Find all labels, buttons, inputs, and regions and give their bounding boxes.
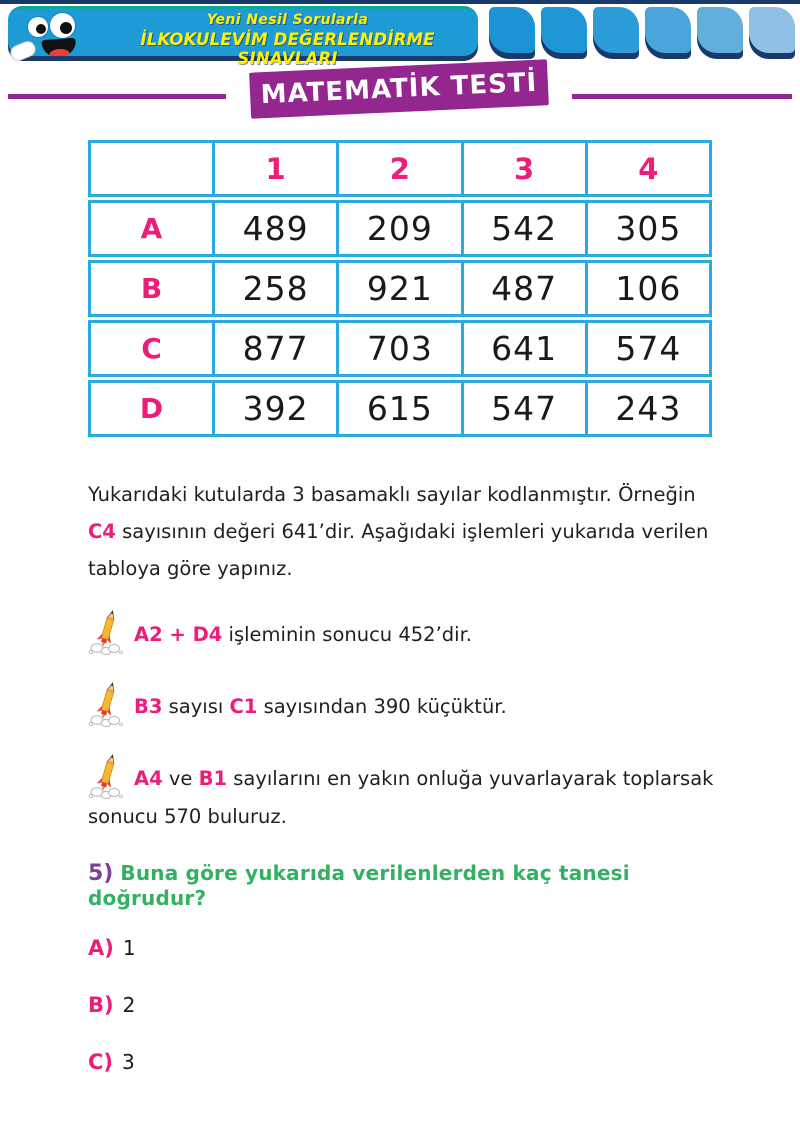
row-label: B	[140, 272, 163, 305]
statement-code: C1	[229, 695, 258, 718]
statement-text: ve	[162, 767, 199, 790]
pencil-rocket-icon	[88, 681, 124, 727]
table-cell	[585, 383, 709, 434]
statement-text: sayısı	[162, 695, 230, 718]
header-text	[103, 12, 472, 68]
option-value: 1	[122, 936, 136, 960]
table-header-cell	[336, 143, 460, 194]
table-cell	[585, 323, 709, 374]
cell-value: 489	[242, 209, 309, 248]
option-letter: C)	[88, 1050, 114, 1074]
column-header: 2	[389, 151, 410, 186]
column-header: 3	[514, 151, 535, 186]
test-title: MATEMATİK TESTİ	[260, 67, 538, 111]
decor-square-1	[489, 7, 535, 53]
statement-text: sayısından 390 küçüktür.	[257, 695, 507, 718]
table-row-b	[88, 260, 712, 317]
decor-square-4	[645, 7, 691, 53]
intro-paragraph	[88, 476, 720, 587]
table-cell	[336, 323, 460, 374]
statement-text: işleminin sonucu 452’dir.	[222, 623, 473, 646]
decor-square-5	[697, 7, 743, 53]
statement-list	[88, 609, 720, 835]
top-border-bar	[0, 0, 800, 4]
cell-value: 258	[242, 269, 309, 308]
table-cell	[461, 263, 585, 314]
cell-value: 106	[615, 269, 682, 308]
column-header: 1	[265, 151, 286, 186]
question-number: 5)	[88, 861, 114, 886]
statement-2	[88, 681, 720, 727]
statement-code: A4	[134, 767, 163, 790]
table-cell	[585, 203, 709, 254]
statement-code: A2 + D4	[134, 623, 223, 646]
banner-right-line	[572, 94, 792, 99]
header-banner	[8, 6, 478, 68]
table-cell	[212, 383, 336, 434]
statement-3	[88, 753, 720, 835]
table-row-a	[88, 200, 712, 257]
option-b[interactable]	[88, 993, 720, 1017]
table-row-c	[88, 320, 712, 377]
option-letter: A)	[88, 936, 114, 960]
table-header-cell	[212, 143, 336, 194]
question-text: Buna göre yukarıda verilenlerden kaç tanesi doğrudur?	[88, 861, 630, 910]
row-label: A	[140, 212, 163, 245]
cell-value: 877	[242, 329, 309, 368]
cell-value: 209	[366, 209, 433, 248]
cell-value: 703	[366, 329, 433, 368]
question-body	[88, 476, 720, 1107]
pencil-rocket-icon	[88, 753, 124, 799]
test-title-banner	[249, 59, 549, 118]
mascot-left-eye	[28, 17, 48, 37]
row-label-cell	[91, 263, 212, 314]
cell-value: 615	[366, 389, 433, 428]
mascot-mouth	[41, 38, 76, 57]
option-value: 3	[122, 1050, 135, 1074]
table-cell	[461, 203, 585, 254]
cell-value: 305	[615, 209, 682, 248]
table-cell	[336, 383, 460, 434]
decor-square-2	[541, 7, 587, 53]
option-c[interactable]	[88, 1050, 720, 1074]
table-header-row	[88, 140, 712, 197]
option-value: 2	[122, 993, 136, 1017]
table-cell	[212, 203, 336, 254]
table-header-cell	[461, 143, 585, 194]
pencil-rocket-icon	[88, 609, 124, 655]
option-a[interactable]	[88, 936, 720, 960]
statement-code: B1	[198, 767, 228, 790]
intro-code: C4	[88, 520, 116, 543]
decor-square-3	[593, 7, 639, 53]
mascot-right-eye	[50, 13, 75, 38]
header-title: İLKOKULEVİM DEĞERLENDİRME SINAVLARI	[140, 30, 435, 68]
table-cell	[212, 323, 336, 374]
statement-code: B3	[134, 695, 163, 718]
table-cell	[212, 263, 336, 314]
question-5	[88, 861, 720, 910]
cell-value: 243	[615, 389, 682, 428]
statement-text: sayılarını en yakın onluğa yuvarlayarak toplarsak sonucu 570 buluruz.	[88, 767, 714, 828]
option-letter: B)	[88, 993, 114, 1017]
row-label-cell	[91, 323, 212, 374]
column-header: 4	[638, 151, 659, 186]
intro-part2: sayısının değeri 641’dir. Aşağıdaki işlemleri yukarıda verilen tabloya göre yapınız.	[88, 520, 709, 580]
cell-value: 547	[491, 389, 558, 428]
mascot-right-pupil	[60, 22, 72, 34]
code-table	[88, 140, 712, 440]
cell-value: 574	[615, 329, 682, 368]
row-label: D	[139, 392, 164, 425]
cell-value: 542	[491, 209, 558, 248]
banner-left-line	[8, 94, 226, 99]
table-cell	[336, 203, 460, 254]
statement-1	[88, 609, 720, 655]
cell-value: 921	[366, 269, 433, 308]
table-corner-cell	[91, 143, 212, 194]
cell-value: 641	[491, 329, 558, 368]
row-label: C	[141, 332, 162, 365]
mascot-hand	[8, 39, 38, 64]
cell-value: 487	[491, 269, 558, 308]
header-subtitle: Yeni Nesil Sorularla	[206, 12, 369, 28]
table-header-cell	[585, 143, 709, 194]
mascot-face	[16, 11, 106, 67]
table-cell	[461, 323, 585, 374]
cell-value: 392	[242, 389, 309, 428]
table-cell	[461, 383, 585, 434]
decor-square-6	[749, 7, 795, 53]
intro-part1: Yukarıdaki kutularda 3 basamaklı sayılar kodlanmıştır. Örneğin	[88, 483, 696, 506]
answer-options	[88, 936, 720, 1074]
table-cell	[336, 263, 460, 314]
table-row-d	[88, 380, 712, 437]
mascot-tongue	[49, 48, 70, 57]
mascot-left-pupil	[36, 24, 46, 34]
table-cell	[585, 263, 709, 314]
row-label-cell	[91, 383, 212, 434]
row-label-cell	[91, 203, 212, 254]
